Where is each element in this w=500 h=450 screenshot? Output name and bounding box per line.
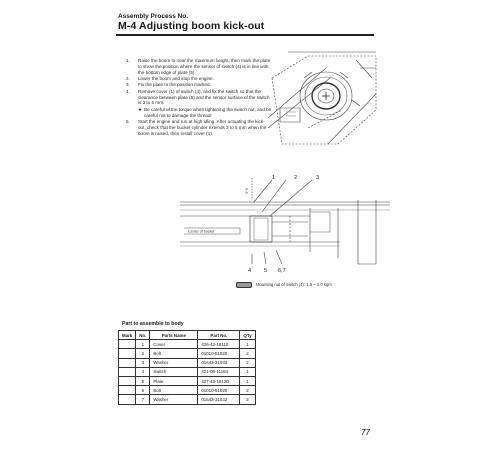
callout-5: 5: [264, 268, 268, 274]
col-parts-name: Parts Name: [150, 331, 198, 340]
step-text: Lower the boom and stop the engine.: [138, 75, 214, 81]
parts-table-title: Part to assemble to body: [122, 321, 184, 327]
table-row: [119, 367, 256, 376]
cell-mark: [119, 376, 136, 385]
cell-part-no: 01643-31032: [198, 358, 240, 367]
cell-part-no: 01010-51020: [198, 386, 240, 395]
torque-spec: Mounting nut of switch (4): 1.5 ~ 2.0 kgm: [256, 282, 332, 287]
page-title: M-4 Adjusting boom kick-out: [118, 20, 265, 32]
cell-name: Cover: [150, 340, 198, 349]
step-note: [126, 107, 272, 119]
step-text: Raise the boom to near the maximum height, then mark the plate to show the position where the sensor of switch (4) is in line with the bottom edge of plate (5).: [138, 58, 271, 75]
table-row: [119, 358, 256, 367]
step-number: 4.: [126, 88, 130, 94]
cell-name: Plate: [150, 376, 198, 385]
callout-4: 4: [248, 268, 252, 274]
cell-qty: 2: [240, 395, 255, 404]
title-rule: [116, 34, 374, 36]
center-of-bucket-label: Center of bucket: [188, 229, 215, 234]
cell-mark: [119, 358, 136, 367]
callout-1: 1: [272, 175, 276, 181]
cell-name: Bolt: [150, 349, 198, 358]
step-text: Remove cover (1) of switch (4), and fix the switch so that the clearance between plate (5) and the sensor surface of the switch is 3 to 5 mm.: [138, 88, 270, 106]
table-row: [119, 395, 256, 404]
step-text: Fix the plate to the position marked.: [138, 82, 211, 88]
cell-no: 5: [136, 376, 150, 385]
step-item: [126, 76, 272, 82]
callout-6-7: 6,7: [278, 268, 286, 274]
cell-part-no: 427-43-18120: [198, 376, 240, 385]
cell-no: 4: [136, 367, 150, 376]
cell-name: Switch: [150, 367, 198, 376]
cell-qty: 2: [240, 386, 255, 395]
switch-plate-section-view: [180, 172, 390, 282]
cell-no: 3: [136, 358, 150, 367]
clearance-dimension-label: 3~5: [245, 188, 249, 194]
cell-no: 7: [136, 395, 150, 404]
cell-part-no: 426-43-18110: [198, 340, 240, 349]
col-qty: Q'ty: [240, 331, 255, 340]
step-item: [126, 89, 272, 106]
table-row: [119, 386, 256, 395]
cell-qty: 1: [240, 376, 255, 385]
procedure-steps: [126, 58, 272, 137]
cell-mark: [119, 395, 136, 404]
step-number: 5.: [126, 118, 130, 124]
step-number: 1.: [126, 58, 130, 63]
cell-name: Washer: [150, 395, 198, 404]
torque-wrench-icon: [236, 282, 252, 288]
cell-part-no: 01010-51020: [198, 349, 240, 358]
parts-table: [118, 330, 256, 405]
cell-no: 1: [136, 340, 150, 349]
cell-part-no: 421-06-11184: [198, 367, 240, 376]
cell-name: Bolt: [150, 386, 198, 395]
cell-mark: [119, 386, 136, 395]
step-text: Start the engine and run at high idling. After actuating the kick-out, check that the bucket cylinder extends 2 to 5 mm when the boom is raised, then install cover (1).: [138, 118, 267, 136]
step-number: 3.: [126, 82, 130, 88]
step-number: 2.: [126, 75, 130, 81]
cell-mark: [119, 340, 136, 349]
cell-qty: 1: [240, 340, 255, 349]
star-icon: ★: [138, 106, 143, 112]
table-row: [119, 349, 256, 358]
callout-3: 3: [316, 175, 320, 181]
cell-mark: [119, 349, 136, 358]
table-row: [119, 376, 256, 385]
col-no: No.: [136, 331, 150, 340]
table-header-row: [119, 331, 256, 340]
step-item: [126, 58, 272, 75]
cell-no: 6: [136, 386, 150, 395]
process-label: Assembly Process No.: [118, 13, 189, 20]
cell-qty: 1: [240, 367, 255, 376]
cell-part-no: 01643-31032: [198, 395, 240, 404]
cell-name: Washer: [150, 358, 198, 367]
step-item: [126, 119, 272, 136]
step-note-text: Be careful of the torque when tightening the switch nut, and be careful not to damage the thread!: [144, 106, 272, 118]
col-part-no: Part No.: [198, 331, 240, 340]
cell-mark: [119, 367, 136, 376]
cell-qty: 2: [240, 349, 255, 358]
callout-2: 2: [294, 175, 298, 181]
cell-no: 2: [136, 349, 150, 358]
table-row: [119, 340, 256, 349]
boom-pivot-illustration: [268, 48, 380, 150]
step-item: [126, 82, 272, 88]
page-number: 77: [361, 428, 370, 437]
cell-qty: 2: [240, 358, 255, 367]
col-mark: Mark: [119, 331, 136, 340]
